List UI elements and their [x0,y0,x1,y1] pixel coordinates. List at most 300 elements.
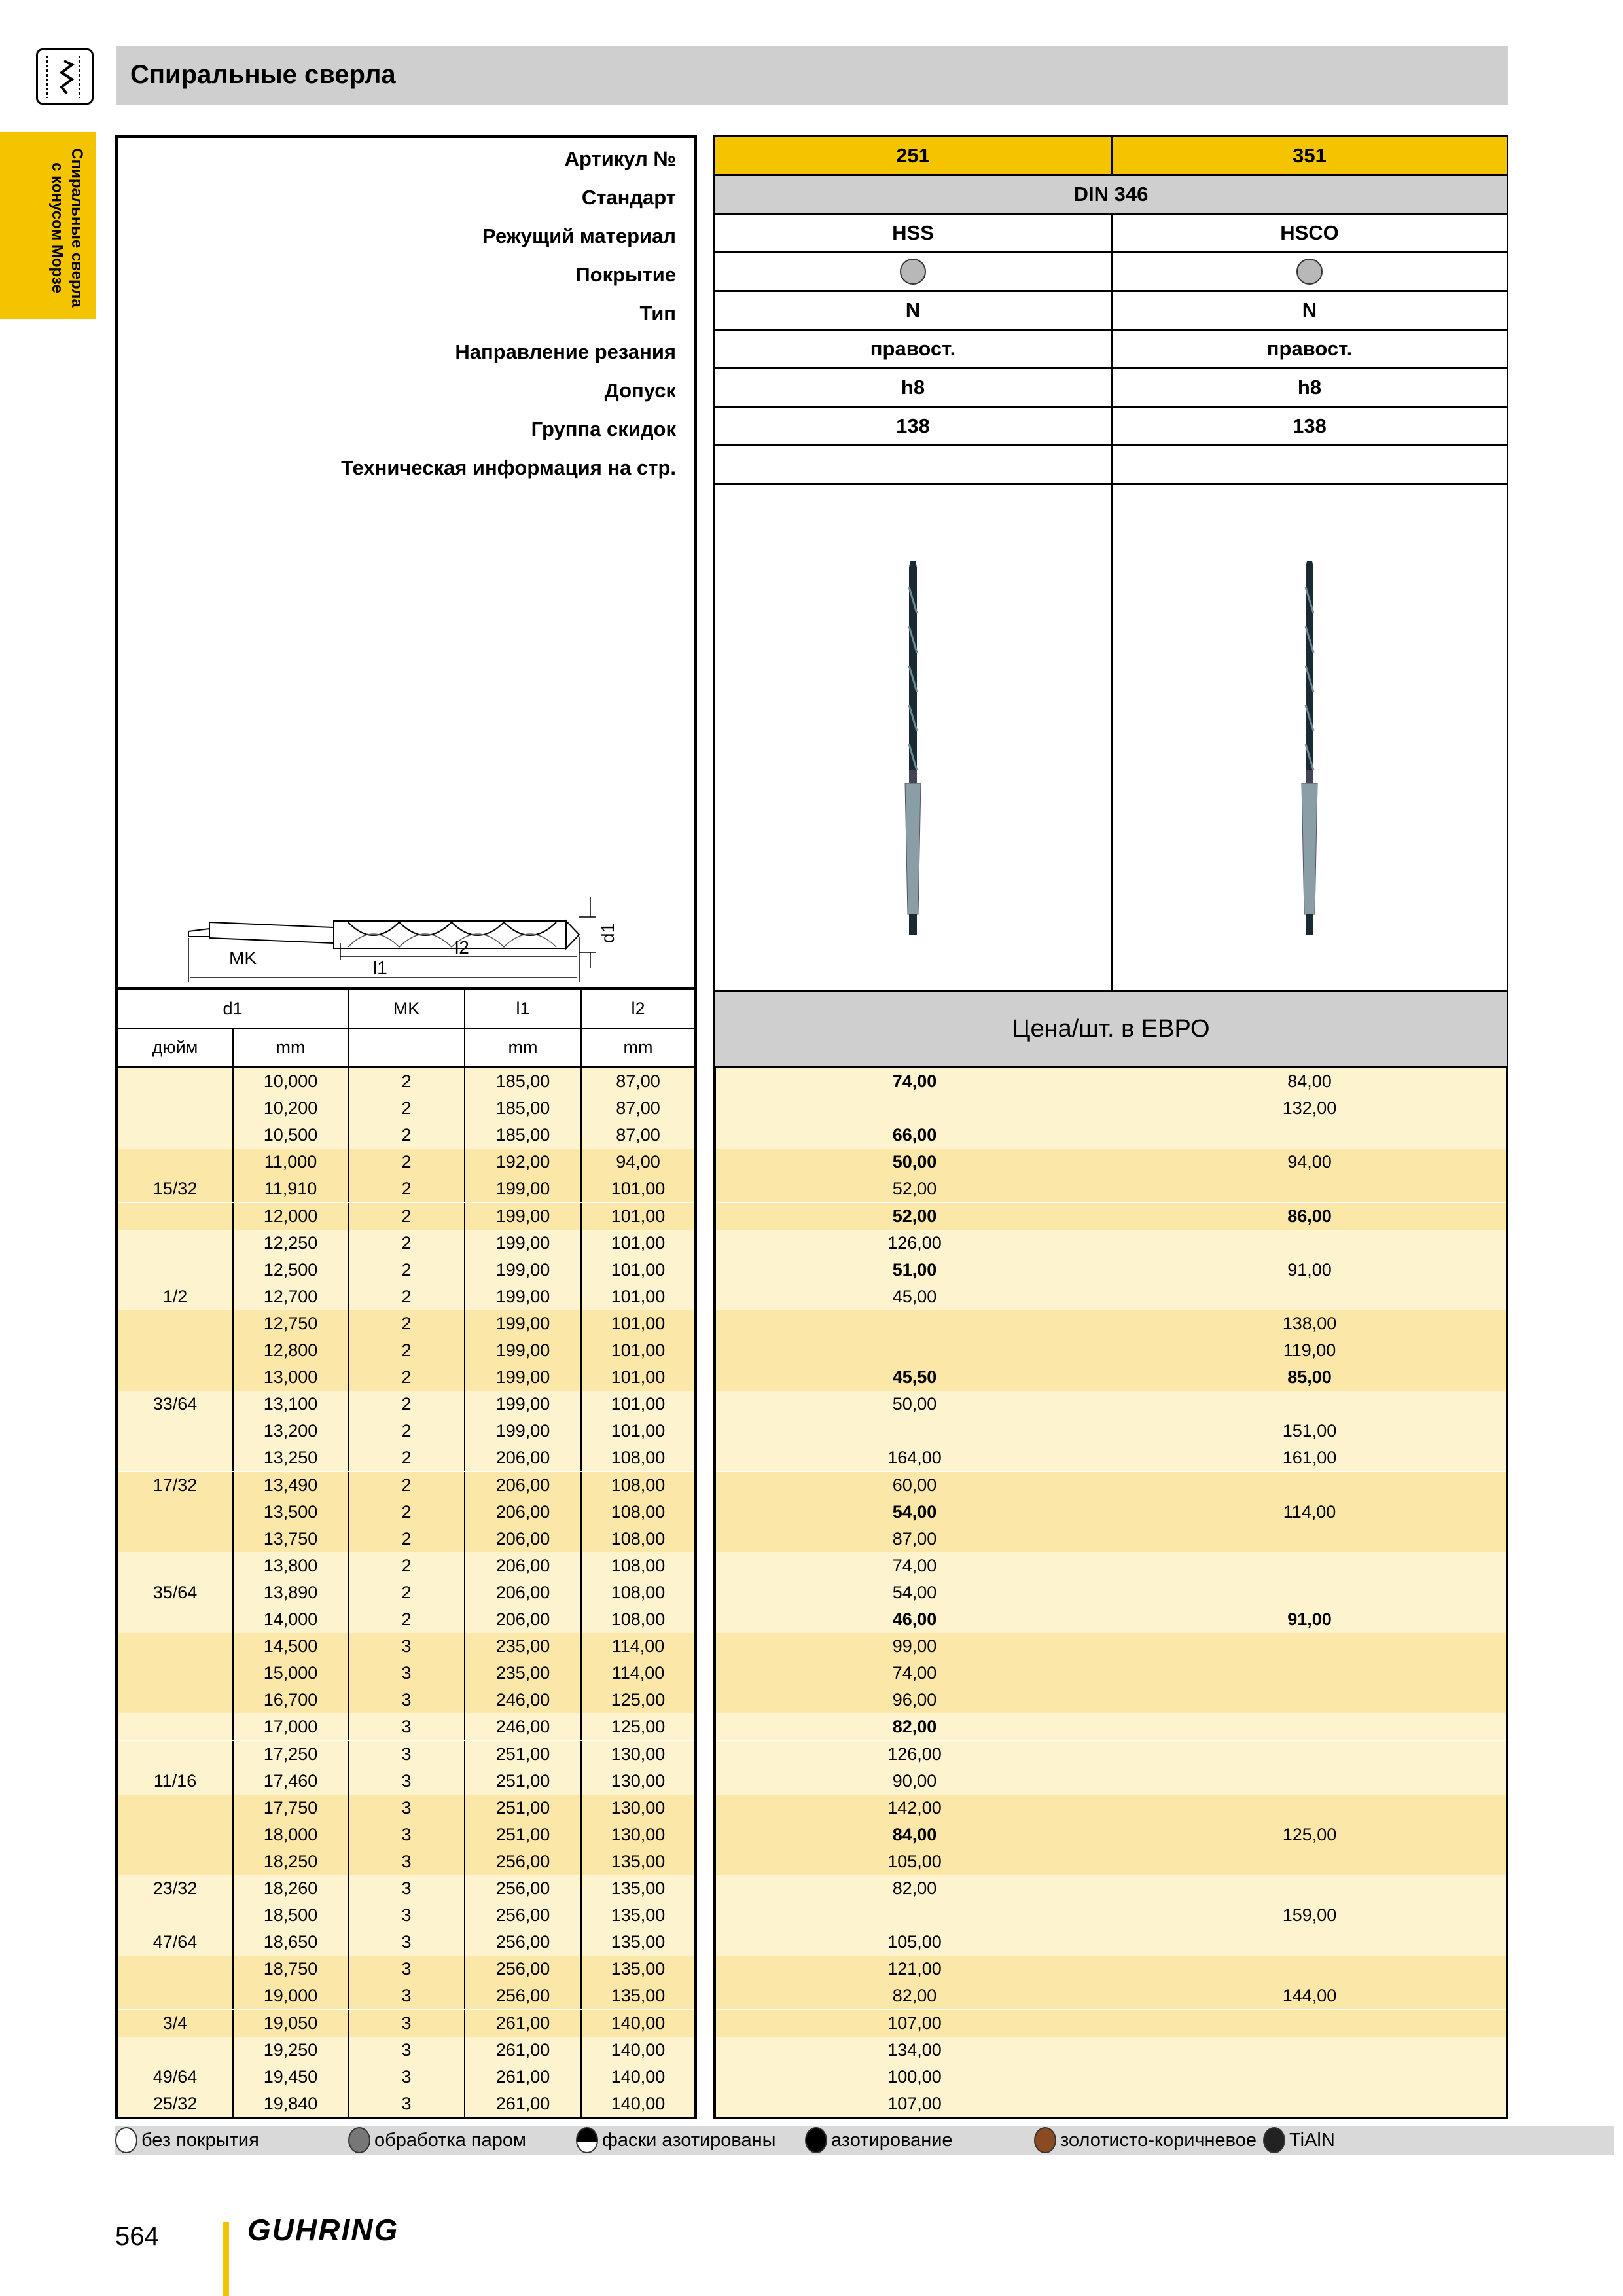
product-image-251 [713,483,1113,992]
cell-inch [118,2037,234,2064]
price-251: 50,00 [892,1394,937,1414]
cell-l2: 108,00 [611,1528,666,1549]
header-inch: дюйм [118,1029,234,1066]
price-351: 91,00 [1287,1609,1332,1629]
material-251: HSS [713,213,1113,253]
cell-mm: 12,800 [234,1337,349,1364]
price-351 [1113,1552,1506,1579]
drawing-label-d1: d1 [597,922,618,943]
table-row [118,1929,694,1956]
price-251 [716,1095,1113,1122]
cell-l2: 135,00 [611,1932,666,1952]
cell-l2: 87,00 [616,1098,660,1119]
cell-l2: 101,00 [611,1232,666,1253]
legend-label: без покрытия [141,2129,259,2151]
table-row [716,1337,1506,1364]
table-row [118,1122,694,1149]
price-251 [716,1337,1113,1364]
table-row [716,1364,1506,1391]
page-title: Спиральные сверла [130,60,396,89]
header-mm-l2: mm [623,1037,653,1057]
cell-mk: 3 [349,1713,465,1740]
price-351 [1113,1472,1506,1499]
cell-mm: 16,700 [234,1687,349,1713]
price-251 [716,1310,1113,1337]
cell-mm: 19,250 [234,2037,349,2064]
cell-l2: 114,00 [611,1636,665,1657]
price-351: 125,00 [1282,1824,1337,1844]
price-351: 91,00 [1287,1259,1332,1280]
price-351 [1113,1230,1506,1257]
table-row [118,1982,694,2009]
table-row [716,1552,1506,1579]
table-row [716,1795,1506,1821]
cell-mk: 3 [349,1929,465,1956]
cell-mm: 18,000 [234,1821,349,1848]
table-row [716,1956,1506,1982]
price-351: 161,00 [1282,1448,1337,1468]
price-351 [1113,1283,1506,1310]
cell-l1: 256,00 [465,1982,582,2009]
table-row [118,1552,694,1579]
cell-mm: 18,250 [234,1848,349,1875]
price-251: 84,00 [892,1824,937,1844]
cell-mm: 17,460 [234,1768,349,1795]
cell-l1: 199,00 [465,1257,582,1283]
table-row [118,1741,694,1768]
cell-mk: 2 [349,1606,465,1633]
cell-l2: 101,00 [611,1313,666,1333]
cell-mk: 3 [349,1982,465,2009]
drawing-label-mk: MK [229,948,257,968]
cell-l1: 199,00 [465,1418,582,1444]
table-row [716,1633,1506,1660]
cell-l2: 101,00 [611,1340,666,1360]
table-row [118,2090,694,2117]
cell-l1: 251,00 [465,1741,582,1768]
table-row [118,1391,694,1418]
cell-inch [118,1257,234,1283]
cell-l1: 199,00 [465,1391,582,1418]
cell-l1: 256,00 [465,1848,582,1875]
price-251: 82,00 [892,1986,937,2006]
tialn-circle-icon [1263,2127,1285,2153]
cell-l1: 256,00 [465,1902,582,1929]
table-row [716,1768,1506,1795]
cell-mm: 12,500 [234,1257,349,1283]
cell-l1: 251,00 [465,1795,582,1821]
cell-mm: 15,000 [234,1660,349,1687]
table-row [118,1633,694,1660]
cell-inch [118,1660,234,1687]
cell-l1: 256,00 [465,1875,582,1902]
cell-l2: 101,00 [611,1259,666,1280]
price-351 [1113,1713,1506,1740]
tolerance-351: h8 [1111,367,1508,408]
table-row [118,1848,694,1875]
price-351 [1113,1660,1506,1687]
table-row [118,1956,694,1982]
cell-mm: 12,000 [234,1203,349,1230]
cell-l1: 246,00 [465,1687,582,1713]
cell-l1: 199,00 [465,1364,582,1391]
article-351: 351 [1111,135,1508,176]
price-251: 45,50 [892,1367,937,1388]
table-row [716,2010,1506,2037]
coating-351 [1111,251,1508,292]
cell-mm: 19,840 [234,2090,349,2117]
price-251: 60,00 [892,1475,937,1495]
table-row [118,2037,694,2064]
cell-mk: 2 [349,1337,465,1364]
price-251: 107,00 [887,2013,942,2033]
cell-l2: 130,00 [611,1770,666,1791]
price-351: 159,00 [1282,1905,1337,1926]
table-row [716,1902,1506,1929]
table-row [716,1068,1506,1095]
table-row [118,1713,694,1740]
table-row [118,1095,694,1122]
price-351: 85,00 [1287,1367,1332,1388]
cell-mk: 3 [349,2090,465,2117]
table-row [118,1660,694,1687]
cell-mm: 13,490 [234,1472,349,1499]
article-251: 251 [713,135,1113,176]
cell-mm: 19,050 [234,2010,349,2037]
table-row [716,1257,1506,1283]
price-251: 105,00 [887,1851,942,1871]
cell-l2: 101,00 [611,1421,666,1441]
cell-mk: 3 [349,1687,465,1713]
cell-l2: 108,00 [611,1555,666,1575]
cell-mk: 2 [349,1175,465,1202]
spec-label: Допуск [604,379,676,402]
cell-mk: 2 [349,1472,465,1499]
techinfo-251[interactable] [713,444,1113,485]
spec-label: Артикул № [564,147,676,170]
cell-inch: 15/32 [118,1175,234,1202]
cell-l2: 101,00 [611,1179,666,1199]
cell-l2: 101,00 [611,1206,666,1226]
cell-inch [118,1633,234,1660]
price-251: 74,00 [892,1071,937,1091]
cell-mk: 3 [349,1875,465,1902]
cell-l2: 135,00 [611,1986,666,2006]
cell-mk: 2 [349,1122,465,1149]
table-row [716,2090,1506,2117]
cell-l2: 125,00 [611,1717,666,1737]
cell-inch: 3/4 [118,2010,234,2037]
cell-mm: 18,750 [234,1956,349,1982]
cell-l1: 261,00 [465,2010,582,2037]
legend-item [348,2126,526,2155]
grey-circle-icon [1296,259,1323,285]
table-row [716,1283,1506,1310]
cell-inch [118,1068,234,1095]
cell-inch: 35/64 [118,1579,234,1606]
cell-l1: 199,00 [465,1203,582,1230]
price-251: 121,00 [887,1959,942,1979]
price-351 [1113,1391,1506,1418]
table-row [716,1687,1506,1713]
cell-mk: 2 [349,1499,465,1526]
coating-251 [713,251,1113,292]
cell-l2: 135,00 [611,1905,666,1926]
price-251: 96,00 [892,1690,937,1710]
cell-mm: 18,260 [234,1875,349,1902]
price-351: 114,00 [1283,1501,1336,1522]
table-row [716,1472,1506,1499]
price-table-body [713,1068,1508,2119]
cell-l2: 130,00 [611,1824,666,1844]
side-tab-label: Спиральные сверла с конусом Морзе [48,148,86,308]
table-row [118,1687,694,1713]
price-251: 90,00 [892,1770,937,1791]
spec-value-panel [713,135,1508,990]
cell-inch [118,1337,234,1364]
price-351 [1113,1741,1506,1768]
price-351 [1113,1848,1506,1875]
cell-l2: 101,00 [611,1286,666,1306]
table-row [716,1713,1506,1740]
cell-l1: 235,00 [465,1633,582,1660]
table-row [118,1579,694,1606]
cell-l2: 130,00 [611,1744,666,1764]
cell-inch [118,1418,234,1444]
cell-inch: 47/64 [118,1929,234,1956]
table-row [118,1149,694,1175]
cell-l1: 206,00 [465,1579,582,1606]
table-row [118,1472,694,1499]
drill-dimension-drawing [177,838,753,989]
table-row [716,1579,1506,1606]
cell-inch [118,1122,234,1149]
cell-mk: 3 [349,1633,465,1660]
price-351 [1113,1929,1506,1956]
legend-label: TiAlN [1289,2129,1335,2151]
cell-l1: 261,00 [465,2037,582,2064]
page-number: 564 [115,2222,159,2251]
table-row [716,1499,1506,1526]
table-row [118,1175,694,1202]
cell-mm: 17,750 [234,1795,349,1821]
cell-mk: 3 [349,1956,465,1982]
cell-mk: 2 [349,1364,465,1391]
cell-l1: 185,00 [465,1122,582,1149]
table-row [118,1310,694,1337]
price-351: 119,00 [1283,1340,1336,1360]
table-row [716,2064,1506,2090]
cell-l2: 101,00 [611,1394,666,1414]
cell-l2: 135,00 [611,1878,666,1898]
material-351: HSCO [1111,213,1508,253]
grey-circle-icon [900,259,926,285]
price-251: 126,00 [887,1744,942,1764]
cell-l1: 206,00 [465,1472,582,1499]
brand-logo: GUHRING [247,2213,399,2247]
dimension-column-headers [115,990,697,1068]
table-row [118,1821,694,1848]
cell-mk: 2 [349,1391,465,1418]
table-row [716,1660,1506,1687]
black-circle-icon [805,2127,827,2153]
header-d1: d1 [118,990,349,1029]
cell-inch [118,1310,234,1337]
price-351 [1113,2037,1506,2064]
price-351: 151,00 [1282,1421,1337,1441]
cell-mm: 11,000 [234,1149,349,1175]
cell-inch [118,1982,234,2009]
table-row [716,1175,1506,1202]
table-row [716,1418,1506,1444]
cell-mk: 2 [349,1203,465,1230]
cell-l1: 261,00 [465,2090,582,2117]
cell-inch [118,1364,234,1391]
cell-l1: 206,00 [465,1606,582,1633]
table-row [716,1444,1506,1471]
spec-label: Направление резания [455,340,676,363]
price-251: 46,00 [892,1609,937,1629]
cell-mk: 2 [349,1310,465,1337]
cell-l2: 108,00 [611,1475,666,1495]
cell-l1: 199,00 [465,1230,582,1257]
price-351 [1113,1633,1506,1660]
cell-inch [118,1095,234,1122]
price-251: 126,00 [887,1232,942,1253]
cell-l2: 87,00 [616,1125,660,1145]
cell-l2: 108,00 [611,1609,666,1629]
price-251: 50,00 [892,1152,937,1172]
table-row [716,1929,1506,1956]
cell-mk: 2 [349,1579,465,1606]
half-black-circle-icon [576,2127,598,2153]
cell-l2: 140,00 [611,2039,666,2060]
price-251 [716,1418,1113,1444]
cell-mm: 13,250 [234,1444,349,1471]
discount-351: 138 [1111,406,1508,446]
cell-mk: 3 [349,2064,465,2090]
cell-l1: 235,00 [465,1660,582,1687]
table-row [118,1606,694,1633]
cell-mk: 2 [349,1257,465,1283]
table-row [118,1526,694,1552]
price-351 [1113,2090,1506,2117]
product-image-351 [1111,483,1508,992]
cell-l1: 199,00 [465,1337,582,1364]
cell-l2: 130,00 [611,1797,666,1818]
price-251: 45,00 [892,1286,937,1306]
cell-mm: 17,250 [234,1741,349,1768]
legend-item [576,2126,776,2155]
cell-inch: 49/64 [118,2064,234,2090]
price-251: 87,00 [892,1528,937,1549]
table-row [716,1095,1506,1122]
cell-mm: 10,500 [234,1122,349,1149]
cell-l2: 140,00 [611,2066,666,2087]
cell-inch [118,1956,234,1982]
spec-label: Техническая информация на стр. [341,456,676,479]
price-251: 51,00 [892,1259,937,1280]
cell-mm: 13,500 [234,1499,349,1526]
cell-inch [118,1687,234,1713]
cell-mk: 2 [349,1095,465,1122]
cell-mm: 12,250 [234,1230,349,1257]
cell-l2: 87,00 [616,1071,660,1091]
cell-mm: 13,100 [234,1391,349,1418]
cell-mk: 2 [349,1552,465,1579]
table-row [118,1444,694,1471]
section-side-tab[interactable] [0,132,96,319]
cell-l1: 199,00 [465,1175,582,1202]
price-351: 84,00 [1287,1071,1332,1091]
cell-inch: 23/32 [118,1875,234,1902]
price-251: 105,00 [887,1932,942,1952]
spec-label-panel [115,135,697,990]
price-351 [1113,1768,1506,1795]
cell-l2: 135,00 [611,1959,666,1979]
price-251: 74,00 [892,1663,937,1683]
price-351: 86,00 [1287,1206,1332,1226]
table-row [716,1848,1506,1875]
header-mm-l1: mm [465,1029,582,1066]
direction-351: правост. [1111,329,1508,369]
discount-251: 138 [713,406,1113,446]
price-351: 132,00 [1282,1098,1337,1119]
price-351: 138,00 [1282,1313,1337,1333]
spec-label: Покрытие [575,263,676,286]
cell-l1: 256,00 [465,1956,582,1982]
cell-inch [118,1444,234,1471]
price-251: 74,00 [892,1555,937,1575]
price-251: 52,00 [892,1179,937,1199]
legend-label: обработка паром [374,2129,526,2151]
legend-item [115,2126,259,2155]
cell-mm: 19,450 [234,2064,349,2090]
cell-mm: 10,000 [234,1068,349,1095]
spec-label: Стандарт [581,186,676,209]
cell-inch [118,1203,234,1230]
cell-inch [118,1230,234,1257]
cell-mk: 3 [349,1848,465,1875]
techinfo-351[interactable] [1111,444,1508,485]
cell-mm: 18,650 [234,1929,349,1956]
header-l1: l1 [465,990,582,1029]
cell-mm: 10,200 [234,1095,349,1122]
table-row [118,1795,694,1821]
table-row [716,1149,1506,1175]
price-351 [1113,1579,1506,1606]
cell-mk: 3 [349,1821,465,1848]
cell-inch: 1/2 [118,1283,234,1310]
white-circle-icon [115,2127,137,2153]
table-row [716,1310,1506,1337]
legend-label: золотисто-коричневое [1060,2129,1257,2151]
cell-inch: 17/32 [118,1472,234,1499]
cell-l2: 125,00 [611,1690,666,1710]
cell-l2: 101,00 [611,1367,666,1388]
header-mk: MK [349,990,465,1029]
price-251: 52,00 [892,1206,937,1226]
price-251: 107,00 [887,2093,942,2113]
price-251: 142,00 [887,1797,942,1818]
cell-mk: 2 [349,1068,465,1095]
standard-din: DIN 346 [713,174,1508,215]
table-row [716,1982,1506,2009]
cell-mm: 19,000 [234,1982,349,2009]
price-251: 100,00 [887,2066,942,2087]
price-351 [1113,1956,1506,1982]
cell-inch [118,1713,234,1740]
